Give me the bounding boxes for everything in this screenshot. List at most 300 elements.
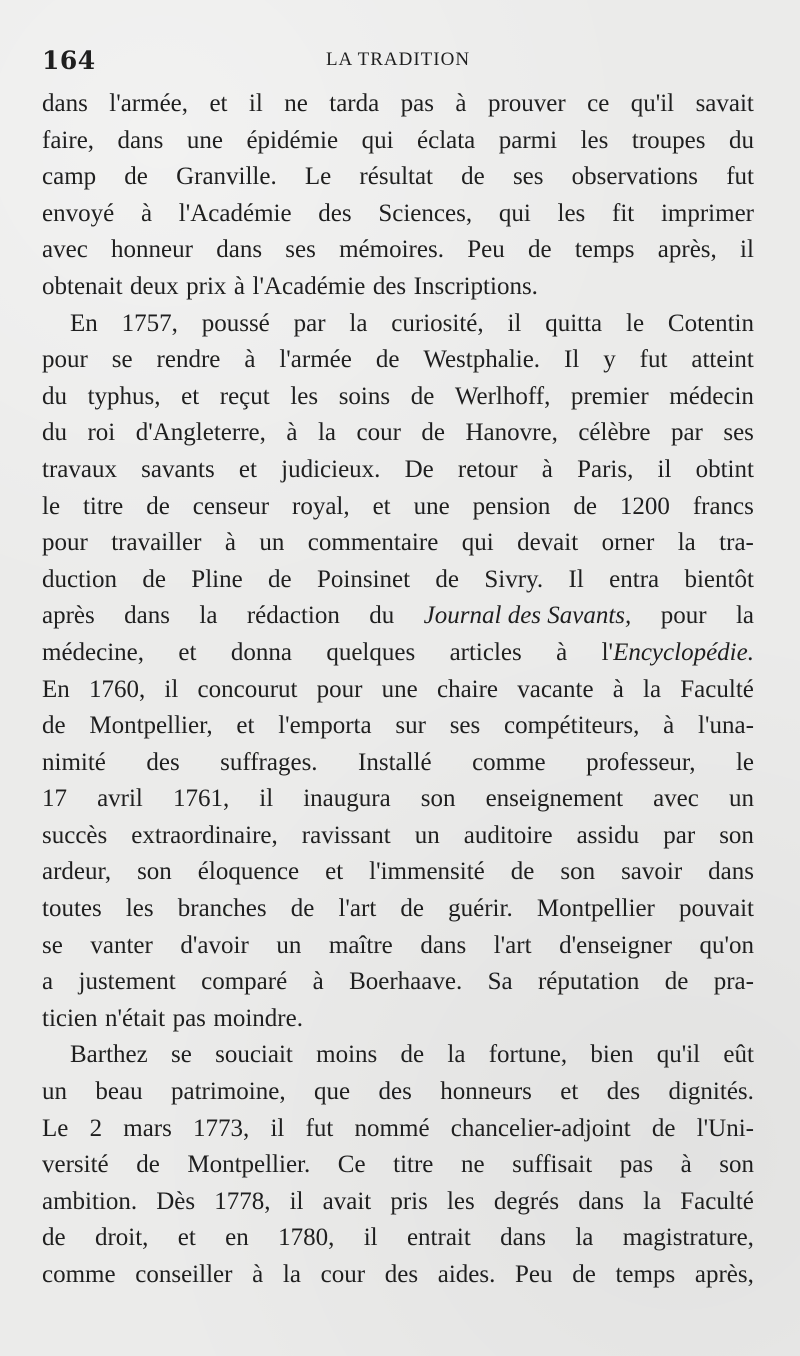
text-word: de [268, 565, 292, 593]
text-word: la [643, 1187, 662, 1215]
text-word: éclata [417, 126, 476, 154]
text-word: curiosité, [391, 309, 484, 337]
text-word: honneurs [440, 1078, 532, 1106]
text-line [42, 964, 754, 1001]
text-word: ardeur, [42, 858, 112, 886]
text-word: comme [472, 748, 546, 776]
text-word: dans [42, 90, 88, 117]
text-word: et [372, 492, 391, 520]
text-word: fortune, [488, 1041, 568, 1069]
text-word: entra [609, 565, 660, 593]
text-word: y [603, 346, 616, 374]
text-line [42, 415, 754, 452]
page-header [42, 40, 754, 78]
text-word: ne [284, 90, 308, 117]
text-word: justement [78, 968, 176, 996]
text-word: pour [660, 602, 707, 630]
text-word: il [259, 785, 274, 813]
text-word: degrés [493, 1187, 560, 1215]
text-word: assidu [576, 821, 640, 849]
text-word: de [572, 1261, 596, 1288]
text-word: après, [694, 1261, 754, 1288]
text-word: ne [460, 1151, 485, 1179]
text-word: moindre. [213, 1004, 303, 1032]
text-word: Faculté [680, 675, 754, 703]
text-line [42, 196, 754, 233]
text-word: un [42, 1078, 67, 1106]
text-word: pra- [713, 968, 754, 996]
text-line [42, 1037, 754, 1074]
text-word: conseiller [135, 1261, 233, 1288]
text-word: versité [42, 1151, 109, 1179]
text-word: de [136, 1151, 160, 1179]
text-word: d'avoir [180, 931, 249, 959]
text-word: aides. [437, 1261, 496, 1288]
text-word: de [42, 1224, 66, 1252]
text-word: branches [177, 895, 267, 923]
text-word: poussé [201, 309, 270, 337]
text-word: pension [472, 492, 551, 520]
text-word: et [238, 455, 257, 483]
text-word: 1780, [278, 1224, 335, 1252]
text-word: de [410, 382, 435, 410]
text-line [42, 598, 754, 635]
text-word: imprimer [660, 199, 754, 227]
text-word: d'Angleterre, [135, 419, 266, 447]
text-word: le [735, 748, 754, 776]
text-word: l'armée, [109, 90, 189, 117]
text-word: un [259, 529, 285, 557]
text-word: dans [216, 236, 263, 264]
text-word: de [527, 236, 552, 264]
text-word: de [142, 565, 166, 593]
text-word: de [124, 163, 148, 191]
text-word: travailler [111, 529, 202, 557]
text-word: la [575, 1224, 594, 1252]
text-line [42, 1257, 754, 1294]
text-word: la [317, 419, 337, 447]
text-word: et [181, 382, 200, 410]
text-word: avec [42, 236, 88, 264]
text-word: son [420, 785, 456, 813]
text-word: rendre [156, 346, 221, 374]
text-word: toutes [42, 895, 102, 923]
text-word: qu'il [656, 1041, 701, 1069]
text-word: chancelier-adjoint [450, 1114, 631, 1142]
text-word: Pline [191, 565, 243, 593]
text-word: savait [695, 90, 754, 117]
text-word: après [42, 602, 95, 630]
text-word: En [70, 309, 98, 337]
text-word: avait [322, 1187, 372, 1215]
text-word: 1778, [214, 1187, 271, 1215]
text-word: l'emporta [278, 712, 372, 740]
text-word: fut [726, 163, 754, 191]
text-word: Granville. [176, 163, 277, 191]
text-word: son [137, 858, 172, 886]
text-word: se [171, 1041, 192, 1069]
text-word: comparé [201, 968, 288, 996]
text-word: Peu [515, 1261, 553, 1288]
text-word: Westphalie. [423, 346, 541, 374]
text-word: du [42, 419, 67, 447]
text-word: entrait [406, 1224, 471, 1252]
text-word: compétiteurs, [504, 712, 640, 740]
text-word: en [225, 1224, 249, 1252]
text-word: ses [285, 236, 316, 264]
text-line [42, 708, 754, 745]
text-word: la [349, 309, 368, 337]
text-word: 2 [89, 1114, 103, 1142]
text-word: mars [123, 1114, 172, 1142]
text-word: à [455, 90, 467, 117]
text-word: magistrature, [622, 1224, 754, 1252]
encyclopedie-reference: l'Encyclopédie. [601, 638, 754, 666]
text-word: prix [186, 272, 227, 300]
text-word: Le [304, 163, 332, 191]
text-word: maître [328, 931, 393, 959]
text-word: une [186, 126, 223, 154]
text-word: dans [117, 126, 164, 154]
text-word: et [209, 90, 228, 117]
text-line [42, 489, 754, 526]
text-word: bientôt [684, 565, 754, 593]
text-word: la [282, 1261, 301, 1288]
text-word: vacante [517, 675, 594, 703]
text-word: médecin [669, 382, 754, 410]
text-word: royal, [292, 492, 350, 520]
text-word: roi [87, 419, 116, 447]
text-line [42, 342, 754, 379]
text-word: typhus, [87, 382, 161, 410]
text-word: droit, [94, 1224, 149, 1252]
text-word: et [325, 858, 344, 886]
text-word: du [42, 382, 67, 410]
text-word: qu'on [699, 931, 754, 959]
text-word: chaire [436, 675, 499, 703]
text-word: a [42, 968, 54, 996]
text-word: le [626, 309, 645, 337]
text-word: médecine, [42, 638, 145, 666]
text-word: mémoires. [339, 236, 444, 264]
text-word: obtenait [42, 272, 123, 300]
text-word: la [677, 529, 696, 557]
text-word: il [248, 90, 263, 117]
text-word: ravissant [301, 821, 391, 849]
text-word: Faculté [680, 1187, 754, 1215]
text-word: Ce [337, 1151, 366, 1179]
text-word: extraordinaire, [131, 821, 278, 849]
text-word: fut [639, 346, 668, 374]
text-word: de [510, 858, 535, 886]
text-word: pas [172, 1004, 206, 1032]
text-word: auditoire [463, 821, 553, 849]
text-word: commentaire [307, 529, 439, 557]
text-word: orner [601, 529, 655, 557]
text-word: Barthez [70, 1041, 148, 1069]
text-line [42, 159, 754, 196]
text-word: succès [42, 821, 108, 849]
text-word: pas [619, 1151, 654, 1179]
body-text [42, 86, 754, 1294]
text-word: donna [230, 638, 292, 666]
text-word: son [719, 821, 754, 849]
text-word: Paris, [577, 455, 634, 483]
text-word: quelques [326, 638, 416, 666]
text-word: premier [570, 382, 649, 410]
text-line [42, 86, 754, 123]
text-word: reçut [219, 382, 270, 410]
text-word: de [421, 419, 446, 447]
text-word: atteint [691, 346, 754, 374]
text-word: articles [449, 638, 522, 666]
text-word: parmi [498, 126, 558, 154]
text-line [42, 525, 754, 562]
text-word: temps [574, 236, 635, 264]
text-word: souciait [215, 1041, 293, 1069]
text-line [42, 1147, 754, 1184]
text-word: tarda [329, 90, 380, 117]
text-word: l'art [493, 931, 532, 959]
text-word: avec [653, 785, 699, 813]
text-word: judicieux. [281, 455, 381, 483]
text-word: rédaction [246, 602, 340, 630]
text-word: une [381, 675, 418, 703]
text-line [42, 269, 754, 306]
text-word: patrimoine, [171, 1078, 286, 1106]
text-word: son [719, 1151, 754, 1179]
text-word: Cotentin [667, 309, 754, 337]
text-word: bien [590, 1041, 634, 1069]
text-word: du [728, 126, 754, 154]
text-word: Montpellier, [89, 712, 213, 740]
text-word: 1760, [88, 675, 146, 703]
text-word: les [290, 382, 319, 410]
text-word: Sivry. [484, 565, 544, 593]
text-word: honneur [111, 236, 193, 264]
text-line [42, 1074, 754, 1111]
text-word: de [461, 163, 485, 191]
text-line [42, 781, 754, 818]
text-word: il [164, 675, 179, 703]
text-word: prouver [487, 90, 566, 117]
text-line [42, 635, 754, 672]
text-word: suffrages. [220, 748, 318, 776]
text-word: les [580, 126, 609, 154]
text-word: Montpellier. [187, 1151, 311, 1179]
text-word: de [573, 492, 597, 520]
running-head: LA TRADITION [325, 49, 471, 70]
text-word: à [680, 1151, 692, 1179]
text-word: la [735, 602, 754, 630]
text-word: titre [393, 1151, 434, 1179]
text-word: l'Académie [252, 272, 366, 300]
text-word: suffisait [512, 1151, 593, 1179]
text-word: des [372, 272, 407, 300]
text-word: à [541, 455, 553, 483]
text-word: guérir. [448, 895, 513, 923]
text-word: les [125, 895, 154, 923]
text-word: Dès [156, 1187, 196, 1215]
text-word: pouvait [679, 895, 754, 923]
text-word: dans [500, 1224, 546, 1252]
text-line [42, 1184, 754, 1221]
text-word: beau [95, 1078, 143, 1106]
text-word: des [384, 1261, 419, 1288]
text-word: par [663, 821, 696, 849]
text-line [42, 123, 754, 160]
text-word: de [435, 565, 460, 593]
text-word: devait [517, 529, 579, 557]
text-word: des [318, 199, 352, 227]
text-word: se [111, 346, 133, 374]
text-word: et [560, 1078, 579, 1106]
text-line [42, 672, 754, 709]
text-line [42, 1220, 754, 1257]
text-word: moins [316, 1041, 378, 1069]
text-word: à [556, 638, 568, 666]
text-word: d'enseigner [559, 931, 672, 959]
text-word: comme [42, 1261, 116, 1288]
text-word: par [293, 309, 326, 337]
text-word: professeur, [586, 748, 696, 776]
text-word: nommé [354, 1114, 430, 1142]
text-word: 1761, [172, 785, 230, 813]
text-word: de [400, 1041, 425, 1069]
text-word: l'armée [279, 346, 352, 374]
text-word: Montpellier [536, 895, 655, 923]
text-word: et [178, 638, 197, 666]
text-word: à [312, 968, 324, 996]
text-word: il [657, 455, 672, 483]
text-word: célèbre [578, 419, 651, 447]
text-word: censeur [192, 492, 270, 520]
text-word: vanter [90, 931, 153, 959]
text-word: le [42, 492, 61, 520]
text-word: Installé [358, 748, 432, 776]
text-word: dignités. [668, 1078, 754, 1106]
text-word: Inscriptions. [413, 272, 538, 300]
text-word: il [289, 1187, 304, 1215]
text-word: inaugura [303, 785, 391, 813]
text-word: Peu [467, 236, 505, 264]
text-line [42, 928, 754, 965]
text-word: dans [420, 931, 467, 959]
text-word: des [606, 1078, 641, 1106]
text-word: 1773, [193, 1114, 250, 1142]
text-word: ambition. [42, 1187, 138, 1215]
text-word: de [651, 1114, 676, 1142]
text-word: Boerhaave. [349, 968, 463, 996]
text-word: Sa [487, 968, 513, 996]
text-word: qu'il [630, 90, 675, 117]
text-word: épidémie [246, 126, 339, 154]
text-word: à [663, 712, 675, 740]
text-word: par [670, 419, 703, 447]
text-word: retour [457, 455, 518, 483]
text-word: à [286, 419, 298, 447]
text-word: il [740, 236, 754, 264]
text-word: à [224, 529, 236, 557]
text-word: Le [42, 1114, 69, 1142]
text-word: cour [320, 1261, 366, 1288]
text-word: faire, [42, 126, 95, 154]
italic-title: Journal des Savants, [423, 602, 632, 630]
text-word: cour [356, 419, 401, 447]
text-word: qui [498, 199, 531, 227]
text-word: il [507, 309, 522, 337]
text-word: temps [615, 1261, 676, 1288]
text-word: des [146, 748, 180, 776]
text-word: Hanovre, [465, 419, 558, 447]
text-word: 17 [42, 785, 67, 813]
text-word: une [413, 492, 450, 520]
text-word: se [42, 931, 63, 959]
text-word: de [664, 968, 689, 996]
text-word: nimité [42, 748, 106, 776]
text-word: résultat [359, 163, 434, 191]
text-line [42, 818, 754, 855]
text-word: En [42, 675, 70, 703]
text-word: la [643, 675, 662, 703]
text-word: duction [42, 565, 117, 593]
text-word: travaux [42, 455, 117, 483]
text-word: De [404, 455, 434, 483]
text-word: pour [316, 675, 363, 703]
text-word: son [560, 858, 596, 886]
text-word: de [375, 346, 400, 374]
text-word: quitta [545, 309, 603, 337]
text-line [42, 854, 754, 891]
text-word: l'Uni- [696, 1114, 754, 1142]
text-line [42, 306, 754, 343]
text-word: observations [571, 163, 699, 191]
text-word: Sciences, [378, 199, 473, 227]
text-line [42, 232, 754, 269]
text-word: titre [82, 492, 124, 520]
text-word: la [199, 602, 218, 630]
text-word: n'était [105, 1004, 166, 1032]
text-word: Werlhoff, [454, 382, 551, 410]
text-word: obtint [695, 455, 754, 483]
text-line [42, 1001, 754, 1038]
text-word: troupes [631, 126, 706, 154]
text-word: l'immensité [369, 858, 485, 886]
text-word: à [233, 272, 246, 300]
text-word: concourut [197, 675, 298, 703]
text-word: camp [42, 163, 97, 191]
text-word: fit [612, 199, 635, 227]
text-word: francs [692, 492, 754, 520]
text-word: ce [587, 90, 610, 117]
text-word: de [290, 895, 315, 923]
text-word: de [400, 895, 425, 923]
text-word: à [140, 199, 153, 227]
text-line [42, 562, 754, 599]
text-word: enseignement [485, 785, 624, 813]
text-word: et [177, 1224, 196, 1252]
text-word: des [378, 1078, 412, 1106]
text-word: qui [461, 529, 494, 557]
text-word: pour [42, 529, 88, 557]
text-word: eût [723, 1041, 754, 1069]
text-word: 1200 [619, 492, 670, 520]
text-word: Il [564, 346, 580, 374]
text-word: ses [449, 712, 481, 740]
text-word: ses [512, 163, 544, 191]
text-word: pas [400, 90, 434, 117]
text-word: à [612, 675, 624, 703]
